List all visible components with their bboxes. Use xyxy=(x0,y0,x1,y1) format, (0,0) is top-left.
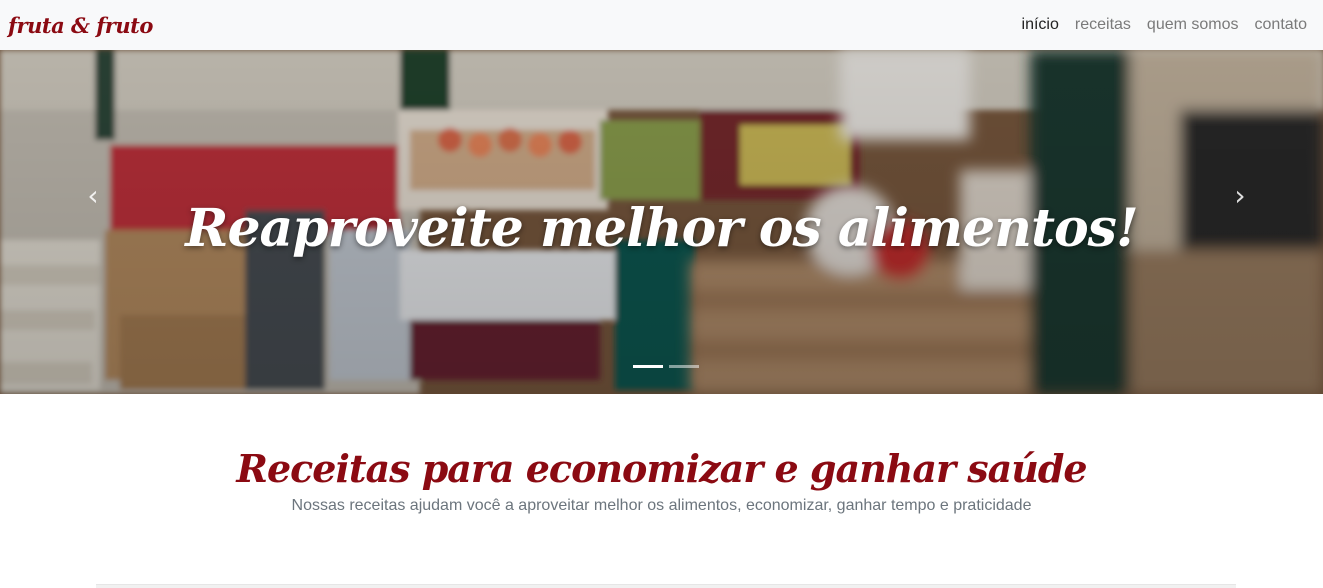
carousel-caption: Reaproveite melhor os alimentos! xyxy=(185,198,1138,259)
brand-logo[interactable]: fruta & fruto xyxy=(8,12,153,38)
nav-link-quem-somos[interactable]: quem somos xyxy=(1146,16,1239,33)
nav-link-contato[interactable]: contato xyxy=(1254,16,1307,33)
carousel-indicator-1[interactable] xyxy=(633,365,663,368)
navbar xyxy=(0,0,1323,50)
hero-carousel xyxy=(0,50,1323,394)
section-subtitle: Nossas receitas ajudam você a aproveitar melhor os alimentos, economizar, ganhar tempo e praticidade xyxy=(291,497,1032,514)
nav-links xyxy=(1014,16,1315,34)
nav-link-receitas[interactable]: receitas xyxy=(1074,16,1131,33)
carousel-indicators xyxy=(633,365,699,368)
intro-section xyxy=(0,394,1323,515)
carousel-indicator-2[interactable] xyxy=(669,365,699,368)
chevron-right-icon: › xyxy=(1234,178,1246,212)
nav-link-inicio[interactable]: início xyxy=(1021,16,1059,33)
content-card-edge xyxy=(96,584,1236,588)
chevron-left-icon: ‹ xyxy=(87,178,99,212)
section-title: Receitas para economizar e ganhar saúde xyxy=(236,446,1087,491)
